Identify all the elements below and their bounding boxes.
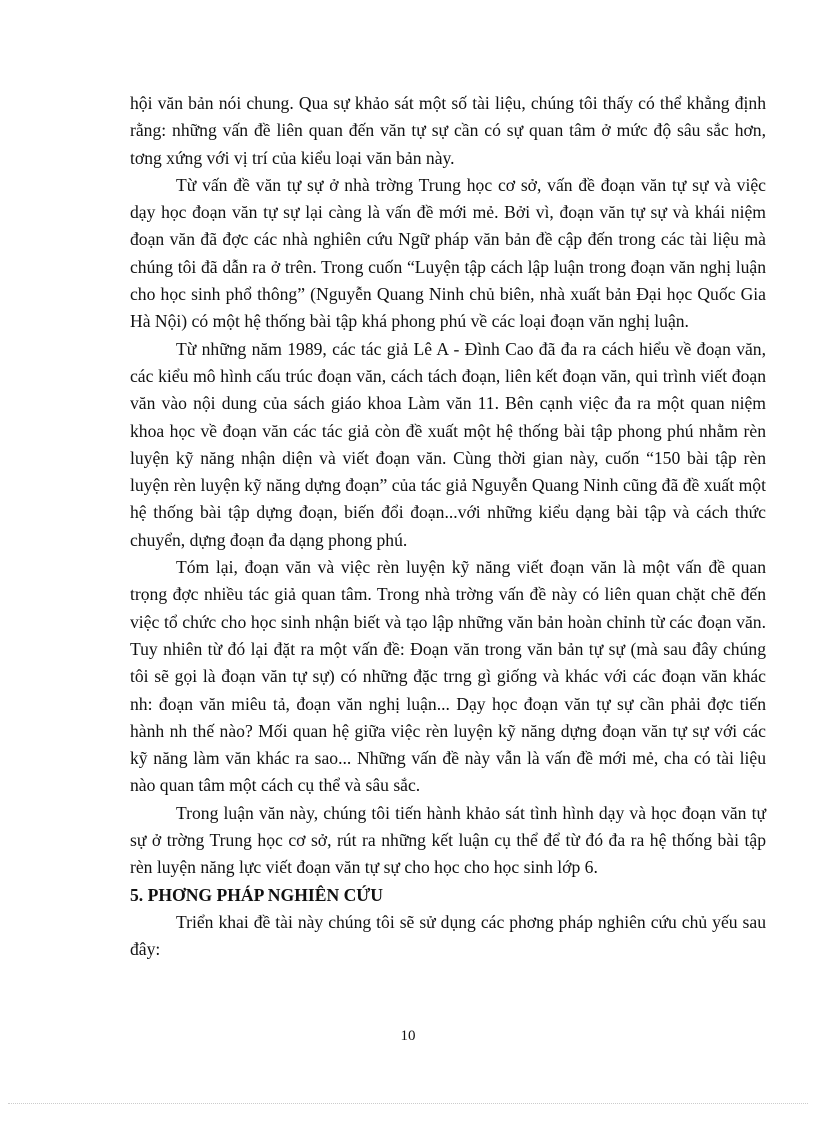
paragraph-1: hội văn bản nói chung. Qua sự khảo sát một số tài liệu, chúng tôi thấy có thể khẳng định rằng: những vấn đề liên quan đến văn tự sự cần có sự quan tâm ở mức độ sâu sắc hơn, tơng xứng với vị trí của kiểu loại văn bản này. <box>130 93 766 168</box>
section-paragraph: Triển khai đề tài này chúng tôi sẽ sử dụng các phơng pháp nghiên cứu chủ yếu sau đây: <box>130 911 766 960</box>
page-number: 10 <box>400 1028 416 1044</box>
paragraph-5: Trong luận văn này, chúng tôi tiến hành khảo sát tình hình dạy và học đoạn văn tự sự ở trờng Trung học cơ sở, rút ra những kết luận cụ thể để từ đó đa ra hệ thống bài tập rèn luyện năng lực viết đoạn văn tự sự cho học cho học sinh lớp 6. <box>130 802 766 878</box>
page-bottom-edge <box>8 1103 808 1104</box>
document-body <box>130 90 766 964</box>
paragraph-3: Từ những năm 1989, các tác giả Lê A - Đình Cao đã đa ra cách hiểu về đoạn văn, các kiểu mô hình cấu trúc đoạn văn, cách tách đoạn, liên kết đoạn văn, qui trình viết đoạn văn vào nội dung của sách giáo khoa Làm văn 11. Bên cạnh việc đa ra một quan niệm khoa học về đoạn văn các tác giả còn đề xuất một hệ thống bài tập phong phú nhằm rèn luyện kỹ năng nhận diện và viết đoạn văn. Cùng thời gian này, cuốn “150 bài tập rèn luyện rèn luyện kỹ năng dựng đoạn” của tác giả Nguyễn Quang Ninh cũng đã đề xuất một hệ thống bài tập dựng đoạn, biến đổi đoạn...với những kiểu dạng bài tập và cách thức chuyển, dựng đoạn đa dạng phong phú. <box>130 338 766 550</box>
section-heading: 5. PHƠNG PHÁP NGHIÊN CỨU <box>130 884 383 905</box>
paragraph-4: Tóm lại, đoạn văn và việc rèn luyện kỹ năng viết đoạn văn là một vấn đề quan trọng đợc nhiều tác giả quan tâm. Trong nhà trờng vấn đề này có liên quan chặt chẽ đến việc tổ chức cho học sinh nhận biết và tạo lập những văn bản hoàn chỉnh từ các đoạn văn. Tuy nhiên từ đó lại đặt ra một vấn đề: Đoạn văn trong văn bản tự sự (mà sau đây chúng tôi sẽ gọi là đoạn văn tự sự) có những đặc trng gì giống và khác với các đoạn văn khác nh: đoạn văn miêu tả, đoạn văn nghị luận... Dạy học đoạn văn tự sự cần phải đợc tiến hành nh thế nào? Mối quan hệ giữa việc rèn luyện kỹ năng dựng đoạn văn tự sự với các kỹ năng làm văn khác ra sao... Những vấn đề này vẫn là vấn đề mới mẻ, cha có tài liệu nào quan tâm một cách cụ thể và sâu sắc. <box>130 557 766 796</box>
paragraph-2: Từ vấn đề văn tự sự ở nhà trờng Trung học cơ sở, vấn đề đoạn văn tự sự và việc dạy học đoạn văn tự sự lại càng là vấn đề mới mẻ. Bởi vì, đoạn văn tự sự và khái niệm đoạn văn đã đợc các nhà nghiên cứu Ngữ pháp văn bản đề cập đến trong các tài liệu mà chúng tôi đã dẫn ra ở trên. Trong cuốn “Luyện tập cách lập luận trong đoạn văn nghị luận cho học sinh phổ thông” (Nguyễn Quang Ninh chủ biên, nhà xuất bản Đại học Quốc Gia Hà Nội) có một hệ thống bài tập khá phong phú về các loại đoạn văn nghị luận. <box>130 174 766 332</box>
